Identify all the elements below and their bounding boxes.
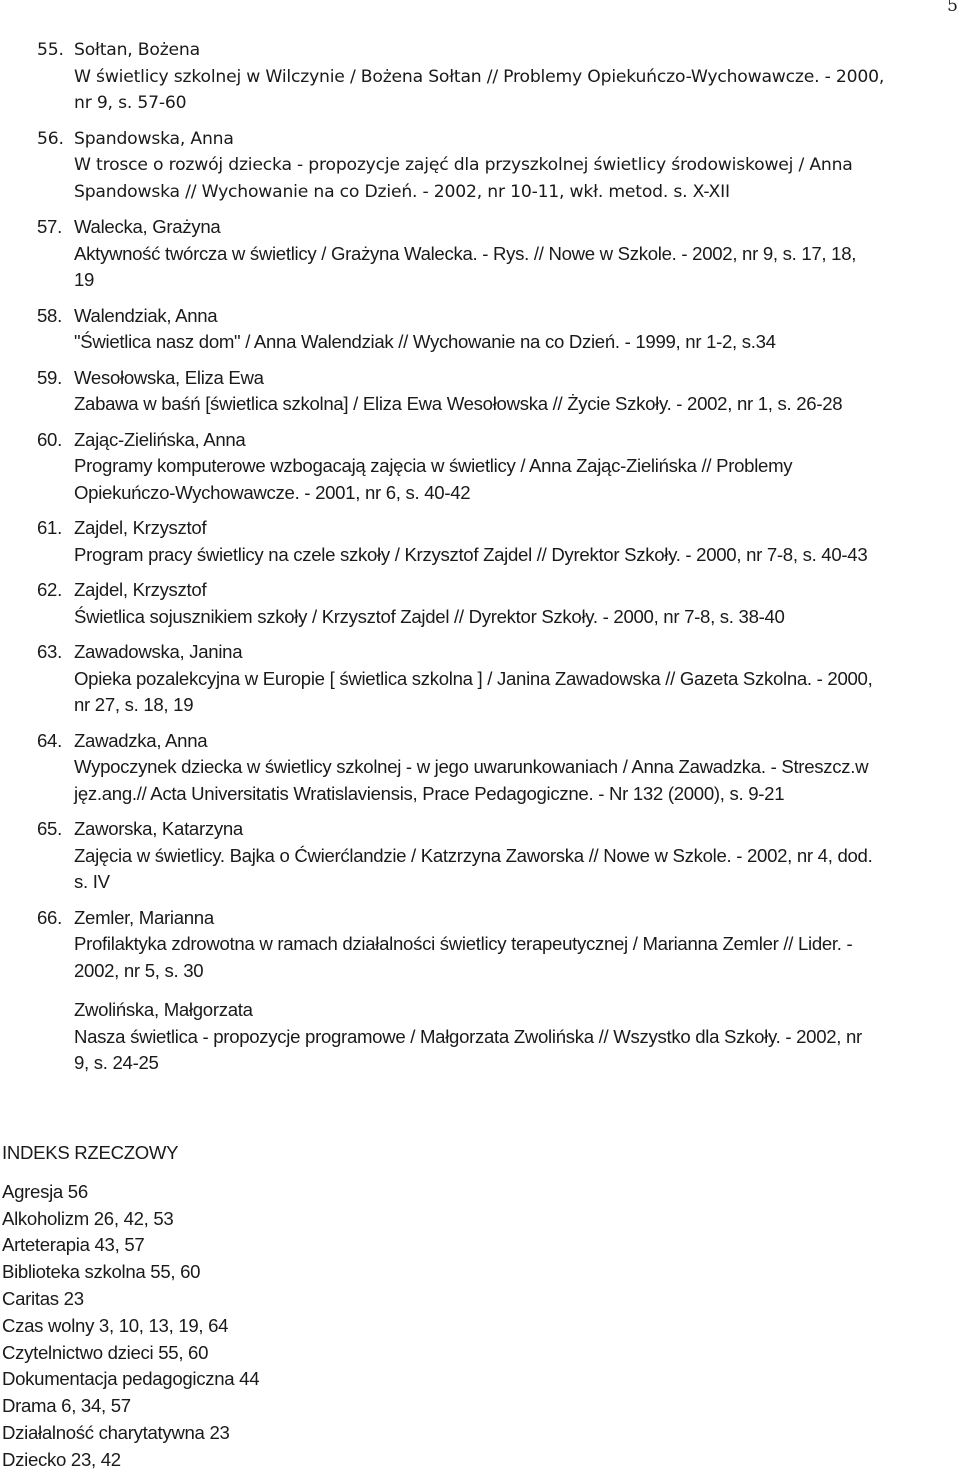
entry-number: 65.: [37, 818, 62, 839]
index-item: Biblioteka szkolna 55, 60: [2, 1261, 201, 1283]
entry-title-line: Zajęcia w świetlicy. Bajka o Ćwierćlandzie / Katzrzyna Zaworska // Nowe w Szkole. - 2002, nr 4, dod.: [74, 844, 873, 866]
index-item: Czas wolny 3, 10, 13, 19, 64: [2, 1314, 229, 1336]
entry-author: Zemler, Marianna: [74, 906, 214, 928]
index-heading: INDEKS RZECZOWY: [2, 1142, 179, 1163]
entry-author: Spandowska, Anna: [74, 128, 234, 149]
index-item: Czytelnictwo dzieci 55, 60: [2, 1341, 209, 1363]
entry-author: Wesołowska, Eliza Ewa: [74, 366, 264, 388]
index-item: Alkoholizm 26, 42, 53: [2, 1207, 174, 1229]
entry-title-line: Spandowska // Wychowanie na co Dzień. - 2002, nr 10-11, wkł. metod. s. X-XII: [74, 181, 730, 202]
bibliography-entry: [37, 365, 957, 418]
entry-number: 59.: [37, 366, 62, 388]
bibliography-entry: [37, 728, 957, 808]
index-item: Dziecko 23, 42: [2, 1448, 121, 1470]
index-item: Drama 6, 34, 57: [2, 1395, 131, 1417]
entry-title-line: "Świetlica nasz dom" / Anna Walendziak // Wychowanie na co Dzień. - 1999, nr 1-2, s.34: [74, 331, 776, 352]
index-item: Działalność charytatywna 23: [2, 1421, 230, 1443]
entry-title-line: Program pracy świetlicy na czele szkoły / Krzysztof Zajdel // Dyrektor Szkoły. - 2000, nr 7-8, s. 40-43: [74, 543, 868, 565]
entry-title-line: Świetlica sojusznikiem szkoły / Krzysztof Zajdel // Dyrektor Szkoły. - 2000, nr 7-8, s. 38-40: [74, 605, 785, 627]
entry-title-line: Aktywność twórcza w świetlicy / Grażyna Walecka. - Rys. // Nowe w Szkole. - 2002, nr 9, s. 17, 18,: [74, 242, 857, 264]
entry-author: Zajdel, Krzysztof: [74, 579, 207, 600]
index-item: Arteterapia 43, 57: [2, 1234, 145, 1256]
entry-title-line: 9, s. 24-25: [74, 1052, 159, 1073]
entry-title-line: Opiekuńczo-Wychowawcze. - 2001, nr 6, s. 40-42: [74, 481, 471, 503]
entry-title-line: Opieka pozalekcyjna w Europie [ świetlica szkolna ] / Janina Zawadowska // Gazeta Szkolna. - 2000,: [74, 667, 873, 689]
index-item: Dokumentacja pedagogiczna 44: [2, 1368, 260, 1390]
bibliography-entry: [37, 515, 957, 568]
bibliography-entry: [37, 214, 957, 294]
entry-title-line: Wypoczynek dziecka w świetlicy szkolnej - w jego uwarunkowaniach / Anna Zawadzka. - Streszcz.w: [74, 756, 869, 777]
entry-number: 66.: [37, 906, 62, 928]
entry-author: Sołtan, Bożena: [74, 40, 200, 60]
index-item: Agresja 56: [2, 1180, 88, 1202]
entry-author: Zawadowska, Janina: [74, 641, 243, 662]
entry-title-line: Profilaktyka zdrowotna w ramach działalności świetlicy terapeutycznej / Marianna Zemler // Lider. -: [74, 933, 853, 954]
page-number: 5: [947, 0, 958, 16]
bibliography-entry: [37, 905, 957, 985]
entry-number: 64.: [37, 729, 62, 751]
entry-number: 61.: [37, 517, 62, 538]
entry-title-line: W świetlicy szkolnej w Wilczynie / Bożena Sołtan // Problemy Opiekuńczo-Wychowawcze. - 2000,: [74, 66, 885, 87]
entry-author: Zaworska, Katarzyna: [74, 818, 243, 839]
entry-title-line: 2002, nr 5, s. 30: [74, 959, 204, 981]
bibliography-entry: [37, 993, 957, 1077]
entry-number: 60.: [37, 428, 62, 450]
entry-author: Zajdel, Krzysztof: [74, 517, 207, 538]
index-item: Caritas 23: [2, 1287, 84, 1309]
bibliography-entry: [37, 303, 957, 356]
entry-number: 57.: [37, 216, 62, 237]
entry-title-line: W trosce o rozwój dziecka - propozycje zajęć dla przyszkolnej świetlicy środowiskowej / Anna: [74, 155, 853, 175]
bibliography-list: [37, 37, 957, 1086]
entry-number: 58.: [37, 304, 62, 326]
bibliography-entry: [37, 577, 957, 630]
entry-number: 56.: [37, 128, 64, 149]
entry-author: Walecka, Grażyna: [74, 216, 221, 237]
bibliography-entry: [37, 126, 957, 206]
entry-number: 63.: [37, 641, 62, 662]
bibliography-entry: [37, 37, 957, 117]
entry-author: Walendziak, Anna: [74, 304, 218, 326]
bibliography-entry: [37, 639, 957, 719]
entry-title-line: nr 27, s. 18, 19: [74, 694, 194, 715]
entry-author: Zwolińska, Małgorzata: [74, 999, 253, 1020]
entry-title-line: jęz.ang.// Acta Universitatis Wratislaviensis, Prace Pedagogiczne. - Nr 132 (2000), s. 9-21: [74, 782, 785, 804]
entry-title-line: Nasza świetlica - propozycje programowe / Małgorzata Zwolińska // Wszystko dla Szkoły. - 2002, nr: [74, 1025, 862, 1047]
entry-title-line: 19: [74, 269, 95, 290]
entry-title-line: nr 9, s. 57-60: [74, 93, 187, 113]
subject-index: [2, 1140, 259, 1474]
entry-number: 62.: [37, 579, 62, 600]
bibliography-entry: [37, 427, 957, 507]
entry-author: Zawadzka, Anna: [74, 729, 208, 751]
entry-author: Zając-Zielińska, Anna: [74, 428, 246, 450]
entry-title-line: Zabawa w baśń [świetlica szkolna] / Eliza Ewa Wesołowska // Życie Szkoły. - 2002, nr 1, s. 26-28: [74, 393, 843, 414]
entry-title-line: s. IV: [74, 871, 110, 892]
entry-title-line: Programy komputerowe wzbogacają zajęcia w świetlicy / Anna Zając-Zielińska // Problemy: [74, 455, 793, 476]
bibliography-entry: [37, 816, 957, 896]
entry-number: 55.: [37, 40, 64, 60]
